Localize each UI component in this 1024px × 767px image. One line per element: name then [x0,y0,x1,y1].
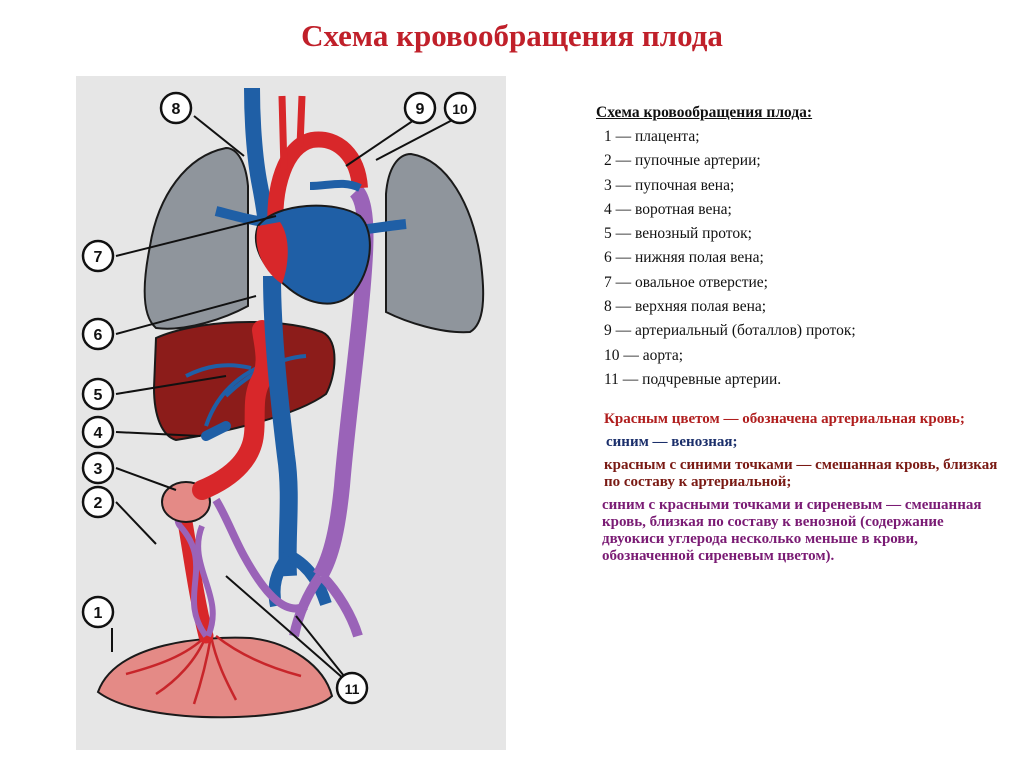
note-mixed-arterial: красным с синими точками — смешанная кровь, близкая по составу к артериальной; [604,457,998,491]
legend-item-2: 2 — пупочные артерии; [604,152,761,170]
legend-item-4: 4 — воротная вена; [604,200,732,218]
legend-item-10: 10 — аорта; [604,346,684,364]
callout-5-label: 5 [93,387,103,404]
callout-11-label: 11 [344,681,360,697]
right-iliac-artery [322,576,358,636]
fetal-circulation-diagram [76,76,506,750]
callout-1-label: 1 [93,605,103,622]
right-atrium [256,222,287,284]
note-venous: синим — венозная; [606,434,738,451]
right-lung [386,154,483,332]
legend-item-5: 5 — венозный проток; [604,225,752,243]
legend-heading: Схема кровообращения плода: [596,104,813,121]
note-mixed-venous: синим с красными точками и сиреневым — смешанная кровь, близкая по составу к венозной (содержание двуокиси углерода несколько меньше в крови, обозначенной сиреневым цветом). [602,497,982,565]
legend-item-7: 7 — овальное отверстие; [604,273,768,291]
inferior-vena-cava [272,276,289,576]
callout-9-label: 9 [415,101,425,118]
callout-7-label: 7 [93,249,103,266]
legend-item-11: 11 — подчревные артерии. [604,370,782,388]
legend-item-3: 3 — пупочная вена; [604,176,735,194]
legend-item-8: 8 — верхняя полая вена; [604,298,767,316]
legend-item-6: 6 — нижняя полая вена; [604,249,764,267]
legend-item-9: 9 — артериальный (боталлов) проток; [604,322,856,340]
callout-4-label: 4 [93,425,103,442]
callout-10-label: 10 [452,101,468,117]
callout-3-label: 3 [93,461,103,478]
legend-item-1: 1 — плацента; [604,128,700,145]
callout-6-label: 6 [93,327,103,344]
diagram-svg [76,76,506,750]
ductus-arteriosus [310,184,360,188]
callout-2-label: 2 [93,495,103,512]
callout-8-label: 8 [171,101,181,118]
note-arterial: Красным цветом — обозначена артериальная кровь; [604,411,965,428]
legend-panel [596,104,1006,571]
page-title: Схема кровообращения плода [301,18,723,53]
